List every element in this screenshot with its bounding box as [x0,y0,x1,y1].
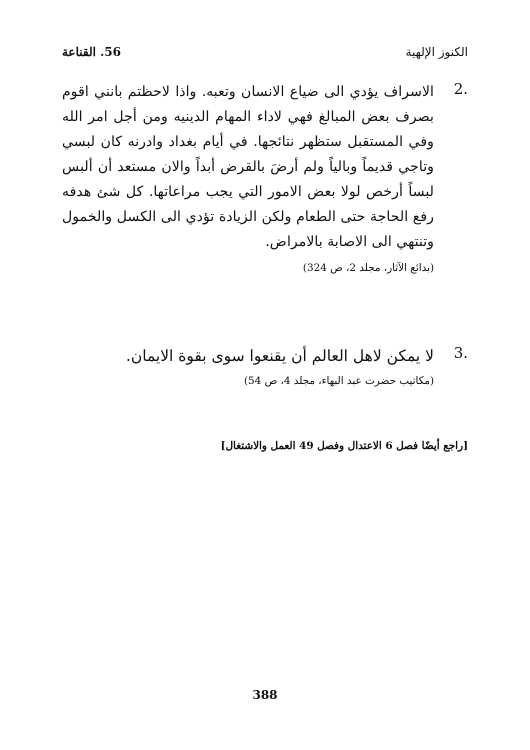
paragraph-number: 3. [453,344,468,362]
page-number: 388 [252,688,278,702]
numbered-paragraph [62,344,468,389]
running-header [62,42,468,62]
chapter-title: 56. القناعة [62,45,121,59]
paragraph-number: 2. [453,80,468,98]
citation: (بدائع الآثار، مجلد 2، ص 324) [302,262,434,274]
book-title: الكنوز الإلهية [405,45,468,59]
citation: (مكاتيب حضرت عبد البهاء، مجلد 4، ص 54) [243,375,434,387]
numbered-paragraph [62,80,468,276]
paragraph-text: الاسراف يؤدي الى ضياع الانسان وتعبه. واذا لاحظتم بانني اقوم بصرف بعض المبالغ فهي لاداء المهام الدينيه ومن أجل امر الله وفي المستقبل ستظهر نتائجها. في أيام بغداد وادرنه كان لبسي وتاجي قديماً وبالياً ولم أرضَ بالقرض أبداً والان مستعد أن ألبس لبساً أرخص لولا بعض الامور التي يجب مراعاتها. كل شئ هدفه رفع الحاجة حتى الطعام ولكن الزيادة تؤدي الى الكسل والخمول وتنتهي الى الاصابة بالامراض. [62,84,434,250]
cross-reference-note: [راجع أيضًا فصل 6 الاعتدال وفصل 49 العمل والاشتغال] [220,440,468,452]
paragraph-text: لا يمكن لاهل العالم أن يقنعوا سوى بقوة الايمان. [125,347,434,365]
